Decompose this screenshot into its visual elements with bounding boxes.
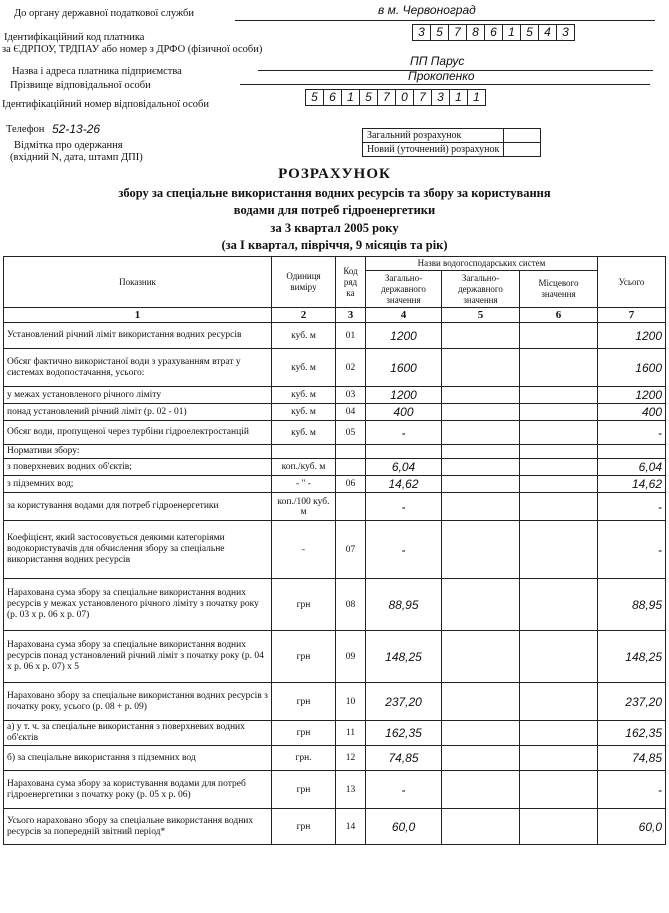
row-label: Нараховано збору за спеціальне використання водних ресурсів з початку року, усього (р. 08 + р. 09) (4, 683, 272, 721)
row-code: 07 (336, 521, 366, 579)
row-label: Усього нараховано збору за спеціальне використання водних ресурсів за попередній звітний період* (4, 809, 272, 845)
row-total-value: 1600 (598, 349, 666, 387)
row-total-value: 14,62 (598, 476, 666, 493)
document-title: РОЗРАХУНОК (278, 166, 391, 182)
row-national-value: 6,04 (366, 459, 442, 476)
row-total-value: 400 (598, 404, 666, 421)
column-number: 7 (598, 308, 666, 323)
row-unit: грн (272, 721, 336, 746)
row-label: а) у т. ч. за спеціальне використання з поверхневих водних об'єктів (4, 721, 272, 746)
row-code: 06 (336, 476, 366, 493)
calculation-table (3, 256, 666, 845)
id-code-digit: 4 (539, 25, 557, 40)
responsible-id-digits (305, 89, 486, 106)
responsible-id-digit: 7 (414, 90, 432, 105)
id-code-digit: 1 (503, 25, 521, 40)
type-new-checkbox[interactable] (504, 143, 541, 157)
row-general-national-value (442, 349, 520, 387)
row-label: за користування водами для потреб гідроенергетики (4, 493, 272, 521)
row-unit: куб. м (272, 323, 336, 349)
responsible-id-digit: 7 (378, 90, 396, 105)
row-general-national-value (442, 771, 520, 809)
row-local-value (520, 476, 598, 493)
column-number: 2 (272, 308, 336, 323)
column-number: 1 (4, 308, 272, 323)
row-local-value (520, 521, 598, 579)
id-code-digit: 6 (485, 25, 503, 40)
row-total-value: - (598, 771, 666, 809)
row-code: 08 (336, 579, 366, 631)
row-general-national-value (442, 721, 520, 746)
column-number: 6 (520, 308, 598, 323)
row-total-value: 88,95 (598, 579, 666, 631)
row-general-national-value (442, 421, 520, 445)
row-national-value: - (366, 493, 442, 521)
responsible-name-label: Прізвище відповідальної особи (10, 80, 151, 91)
title-line-2: водами для потреб гідроенергетики (233, 203, 436, 217)
responsible-id-digit: 1 (342, 90, 360, 105)
id-code-digit: 7 (449, 25, 467, 40)
title-period: за 3 квартал 2005 року (270, 221, 399, 235)
row-general-national-value (442, 459, 520, 476)
row-total-value: - (598, 493, 666, 521)
row-local-value (520, 721, 598, 746)
row-total-value: 74,85 (598, 746, 666, 771)
row-local-value (520, 746, 598, 771)
row-local-value (520, 387, 598, 404)
id-code-digit: 3 (562, 25, 569, 39)
row-code: 01 (336, 323, 366, 349)
row-national-value: 1200 (366, 387, 442, 404)
phone-label: Телефон (6, 124, 45, 135)
row-local-value (520, 809, 598, 845)
type-new-label: Новий (уточнений) розрахунок (363, 143, 504, 157)
row-local-value (520, 459, 598, 476)
row-local-value (520, 683, 598, 721)
responsible-id-digit: 0 (396, 90, 414, 105)
row-unit: грн (272, 771, 336, 809)
table-row (4, 323, 666, 349)
tax-authority-label: До органу державної податкової служби (14, 8, 195, 19)
row-national-value: 14,62 (366, 476, 442, 493)
row-unit: грн (272, 579, 336, 631)
row-general-national-value (442, 631, 520, 683)
row-unit: куб. м (272, 349, 336, 387)
table-row (4, 579, 666, 631)
table-row (4, 445, 666, 459)
table-row (4, 521, 666, 579)
responsible-id-label: Ідентифікаційний номер відповідальної особи (2, 99, 210, 110)
header-system-group: Назви водогосподарських систем (366, 257, 598, 271)
calculation-type-box (362, 128, 541, 157)
id-code-digits (412, 24, 575, 41)
row-code: 14 (336, 809, 366, 845)
row-code: 04 (336, 404, 366, 421)
table-row (4, 404, 666, 421)
row-national-value: 1200 (366, 323, 442, 349)
row-label: Обсяг води, пропущеної через турбіни гідроелектростанцій (4, 421, 272, 445)
column-number: 4 (366, 308, 442, 323)
receipt-label-2: (вхідний N, дата, штамп ДПІ) (10, 152, 143, 163)
row-national-value: 148,25 (366, 631, 442, 683)
row-unit: коп./куб. м (272, 459, 336, 476)
payer-name-label: Назва і адреса платника підприємства (12, 66, 182, 77)
column-number: 3 (336, 308, 366, 323)
header-local: Місцевого значення (520, 271, 598, 308)
row-national-value: 60,0 (366, 809, 442, 845)
responsible-id-digit: 3 (432, 90, 450, 105)
row-label: Нарахована сума збору за спеціальне використання водних ресурсів у межах установленого річного ліміту з початку року (р. 03 х р. 06 х р. 07) (4, 579, 272, 631)
row-local-value (520, 493, 598, 521)
row-national-value (366, 445, 442, 459)
row-total-value: 237,20 (598, 683, 666, 721)
row-national-value: 237,20 (366, 683, 442, 721)
row-local-value (520, 771, 598, 809)
table-row (4, 349, 666, 387)
row-code: 11 (336, 721, 366, 746)
row-unit: грн (272, 683, 336, 721)
row-national-value: 162,35 (366, 721, 442, 746)
header-national: Загально-державного значення (366, 271, 442, 308)
tax-authority-underline (235, 20, 655, 21)
title-subperiod: (за І квартал, півріччя, 9 місяців та рік) (221, 238, 448, 252)
row-national-value: - (366, 421, 442, 445)
row-total-value: 60,0 (598, 809, 666, 845)
row-general-national-value (442, 521, 520, 579)
row-code (336, 459, 366, 476)
column-number: 5 (442, 308, 520, 323)
row-label: Обсяг фактично використаної води з урахуванням втрат у системах водопостачання, усього: (4, 349, 272, 387)
row-local-value (520, 631, 598, 683)
tax-authority-value: в м. Червоноград (378, 3, 476, 17)
row-total-value: 148,25 (598, 631, 666, 683)
payer-name-value: ПП Парус (410, 54, 465, 68)
row-label: Нормативи збору: (4, 445, 272, 459)
row-total-value (598, 445, 666, 459)
header-general-national: Загально-державного значення (442, 271, 520, 308)
row-unit: коп./100 куб. м (272, 493, 336, 521)
table-row (4, 809, 666, 845)
row-unit (272, 445, 336, 459)
row-unit: - (272, 521, 336, 579)
row-national-value: - (366, 771, 442, 809)
table-row (4, 421, 666, 445)
row-national-value: 400 (366, 404, 442, 421)
row-general-national-value (442, 387, 520, 404)
row-code: 09 (336, 631, 366, 683)
row-label: Коефіцієнт, який застосовується деякими категоріями водокористувачів для обчислення збору за спеціальне використання водних ресурсів (4, 521, 272, 579)
row-national-value: 88,95 (366, 579, 442, 631)
responsible-name-value: Прокопенко (408, 69, 475, 83)
row-national-value: 1600 (366, 349, 442, 387)
responsible-id-digit: 5 (360, 90, 378, 105)
row-code: 12 (336, 746, 366, 771)
row-unit: грн (272, 809, 336, 845)
row-label: Нарахована сума збору за спеціальне використання водних ресурсів понад установлений річний ліміт з початку року (р. 04 х р. 06 х р. 07) х 5 (4, 631, 272, 683)
row-code: 10 (336, 683, 366, 721)
row-unit: куб. м (272, 404, 336, 421)
id-code-digit: 8 (467, 25, 485, 40)
row-label: з поверхневих водних об'єктів; (4, 459, 272, 476)
row-code: 03 (336, 387, 366, 404)
row-general-national-value (442, 683, 520, 721)
row-local-value (520, 323, 598, 349)
row-general-national-value (442, 445, 520, 459)
responsible-id-digit: 1 (450, 90, 468, 105)
row-unit: куб. м (272, 387, 336, 404)
id-code-digit: 3 (413, 25, 431, 40)
row-total-value: 6,04 (598, 459, 666, 476)
row-unit: куб. м (272, 421, 336, 445)
row-total-value: - (598, 521, 666, 579)
table-row (4, 631, 666, 683)
row-label: Установлений річний ліміт використання водних ресурсів (4, 323, 272, 349)
table-row (4, 721, 666, 746)
row-unit: грн (272, 631, 336, 683)
row-unit: - " - (272, 476, 336, 493)
row-label: Нарахована сума збору за користування водами для потреб гідроенергетики з початку року (р. 05 х р. 06) (4, 771, 272, 809)
row-national-value: 74,85 (366, 746, 442, 771)
row-general-national-value (442, 746, 520, 771)
column-numbers-row (4, 308, 666, 323)
responsible-name-underline (240, 84, 650, 85)
id-code-digit: 5 (521, 25, 539, 40)
row-code: 13 (336, 771, 366, 809)
row-total-value: 1200 (598, 323, 666, 349)
row-general-national-value (442, 493, 520, 521)
row-total-value: - (598, 421, 666, 445)
responsible-id-digit: 1 (473, 90, 480, 104)
table-row (4, 387, 666, 404)
row-unit: грн. (272, 746, 336, 771)
id-code-digit: 5 (431, 25, 449, 40)
row-local-value (520, 579, 598, 631)
row-code: 02 (336, 349, 366, 387)
row-local-value (520, 421, 598, 445)
row-label: у межах установленого річного ліміту (4, 387, 272, 404)
row-label: понад установлений річний ліміт (р. 02 - 01) (4, 404, 272, 421)
row-total-value: 1200 (598, 387, 666, 404)
table-row (4, 746, 666, 771)
type-general-label: Загальний розрахунок (363, 129, 504, 143)
id-code-label-1: Ідентифікаційний код платника (4, 32, 145, 43)
header-unit: Одиниця виміру (272, 257, 336, 308)
header-code: Код ряд ка (336, 257, 366, 308)
row-code (336, 493, 366, 521)
phone-value: 52-13-26 (52, 122, 101, 136)
row-label: б) за спеціальне використання з підземних вод (4, 746, 272, 771)
table-row (4, 683, 666, 721)
row-general-national-value (442, 809, 520, 845)
table-row (4, 493, 666, 521)
table-row (4, 476, 666, 493)
table-row (4, 771, 666, 809)
responsible-id-digit: 6 (324, 90, 342, 105)
row-local-value (520, 445, 598, 459)
row-general-national-value (442, 579, 520, 631)
title-line-1: збору за спеціальне використання водних ресурсів та збору за користування (118, 186, 551, 200)
row-code (336, 445, 366, 459)
row-local-value (520, 349, 598, 387)
header-total: Усього (598, 257, 666, 308)
row-general-national-value (442, 404, 520, 421)
id-code-label-2: за ЄДРПОУ, ТРДПАУ або номер з ДРФО (фізичної особи) (2, 44, 263, 55)
row-label: з підземних вод; (4, 476, 272, 493)
table-row (4, 459, 666, 476)
row-national-value: - (366, 521, 442, 579)
row-local-value (520, 404, 598, 421)
row-code: 05 (336, 421, 366, 445)
row-general-national-value (442, 323, 520, 349)
responsible-id-digit: 5 (306, 90, 324, 105)
row-general-national-value (442, 476, 520, 493)
header-indicator: Показник (4, 257, 272, 308)
type-general-checkbox[interactable] (504, 129, 541, 143)
receipt-label-1: Відмітка про одержання (14, 140, 123, 151)
row-total-value: 162,35 (598, 721, 666, 746)
